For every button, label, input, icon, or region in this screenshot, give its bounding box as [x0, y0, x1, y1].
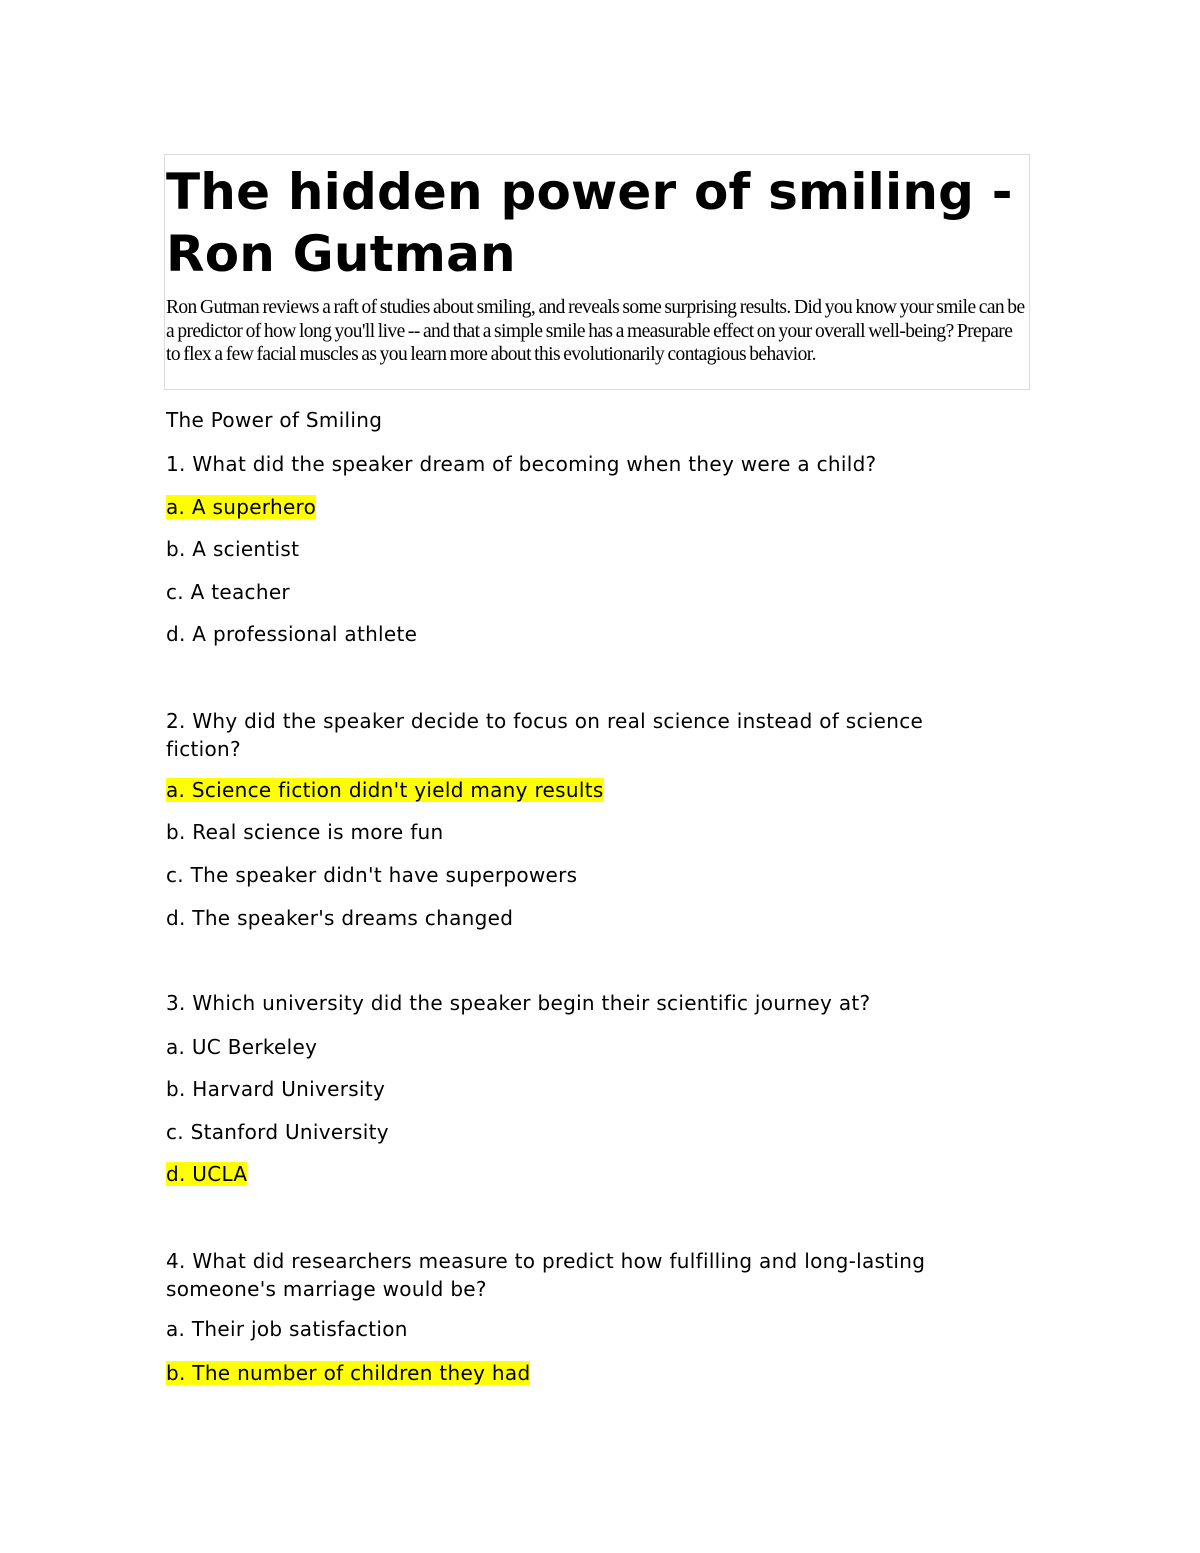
q1-option-d: d. A professional athlete — [166, 622, 418, 646]
q4-option-a: a. Their job satisfaction — [166, 1317, 408, 1341]
q2-option-c: c. The speaker didn't have superpowers — [166, 863, 578, 887]
q1-option-a — [166, 494, 316, 520]
section-heading: The Power of Smiling — [166, 408, 383, 432]
q2-option-a — [166, 777, 604, 803]
q2-option-d: d. The speaker's dreams changed — [166, 906, 514, 930]
header-box — [164, 154, 1030, 390]
question-2: 2. Why did the speaker decide to focus on real science instead of science fiction? — [166, 709, 924, 761]
answer-highlight: a. A superhero — [166, 495, 317, 519]
q3-option-d — [166, 1161, 247, 1187]
q1-option-b: b. A scientist — [166, 537, 300, 561]
question-3: 3. Which university did the speaker begin their scientific journey at? — [166, 991, 871, 1015]
answer-highlight: b. The number of children they had — [166, 1361, 531, 1385]
q2-option-b: b. Real science is more fun — [166, 820, 444, 844]
q3-option-a: a. UC Berkeley — [166, 1035, 318, 1059]
talk-summary: Ron Gutman reviews a raft of studies about smiling, and reveals some surprising results. Did you know your smile can be a predictor of how long you'll live -- and that a simple smile has a measurable effect on your overall well-being? Prepare to flex a few facial muscles as you learn more about this evolutionarily contagious behavior. — [166, 297, 1025, 365]
question-4: 4. What did researchers measure to predict how fulfilling and long-lasting someone's marriage would be? — [166, 1249, 926, 1301]
question-1: 1. What did the speaker dream of becoming when they were a child? — [166, 452, 877, 476]
q3-option-b: b. Harvard University — [166, 1077, 386, 1101]
q3-option-c: c. Stanford University — [166, 1120, 389, 1144]
answer-highlight: d. UCLA — [166, 1162, 248, 1186]
q4-option-b — [166, 1360, 530, 1386]
answer-highlight: a. Science fiction didn't yield many results — [166, 778, 604, 802]
document-title: The hidden power of smiling - Ron Gutman — [166, 163, 1013, 283]
q1-option-c: c. A teacher — [166, 580, 290, 604]
